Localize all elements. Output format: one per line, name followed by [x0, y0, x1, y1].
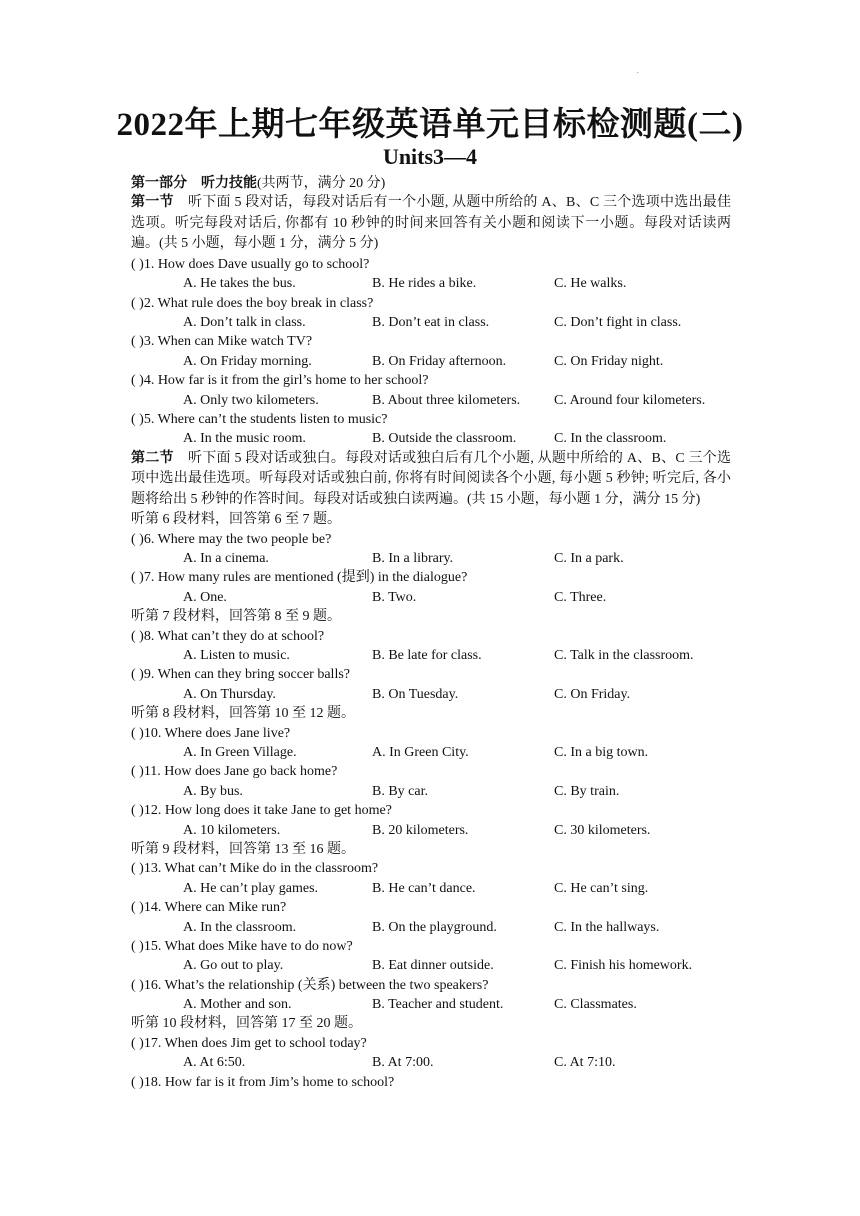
question-item[interactable]: ( )15. What does Mike have to do now?	[131, 938, 353, 954]
question-item[interactable]: ( )4. How far is it from the girl’s home to her school?	[131, 373, 429, 389]
options-row	[131, 429, 731, 448]
option-b[interactable]: B. About three kilometers.	[372, 392, 521, 408]
question-item[interactable]: ( )16. What’s the relationship (关系) between the two speakers?	[131, 977, 489, 993]
option-a[interactable]: A. Mother and son.	[183, 997, 292, 1013]
option-b[interactable]: B. In a library.	[372, 551, 454, 567]
option-c[interactable]: C. Three.	[554, 589, 607, 605]
section1-label: 第一节	[131, 195, 174, 211]
option-b[interactable]: B. On Tuesday.	[372, 686, 459, 702]
option-c[interactable]: C. In a big town.	[554, 744, 649, 760]
option-a[interactable]: A. Go out to play.	[183, 958, 284, 974]
question-item[interactable]: ( )11. How does Jane go back home?	[131, 764, 338, 780]
option-a[interactable]: A. He takes the bus.	[183, 276, 296, 292]
page-subtitle: Units3—4	[382, 144, 478, 169]
options-row	[131, 1053, 731, 1072]
question-item[interactable]: ( )2. What rule does the boy break in class?	[131, 295, 374, 311]
option-b[interactable]: B. He rides a bike.	[372, 276, 477, 292]
section1-question-list	[131, 255, 731, 449]
part1-heading-label: 第一部分 听力技能	[131, 176, 257, 191]
option-a[interactable]: A. In Green Village.	[183, 744, 297, 760]
option-b[interactable]: B. Don’t eat in class.	[372, 315, 490, 331]
question-item[interactable]: ( )18. How far is it from Jim’s home to school?	[131, 1074, 395, 1090]
section2-label: 第二节	[131, 450, 174, 466]
option-a[interactable]: A. In a cinema.	[183, 551, 269, 567]
question-item[interactable]: ( )8. What can’t they do at school?	[131, 628, 325, 644]
option-a[interactable]: A. Only two kilometers.	[183, 392, 319, 408]
question-item[interactable]: ( )1. How does Dave usually go to school?	[131, 256, 370, 272]
part1-heading-note: (共两节，满分 20 分)	[257, 176, 386, 191]
question-item[interactable]: ( )3. When can Mike watch TV?	[131, 334, 313, 350]
option-b[interactable]: B. Outside the classroom.	[372, 431, 517, 447]
option-a[interactable]: A. On Friday morning.	[183, 353, 312, 369]
option-a[interactable]: A. Don’t talk in class.	[183, 315, 306, 331]
question-item[interactable]: ( )6. Where may the two people be?	[131, 531, 332, 547]
option-c[interactable]: C. Around four kilometers.	[554, 392, 706, 408]
page-dot: ·	[636, 68, 640, 79]
option-a[interactable]: A. At 6:50.	[183, 1055, 246, 1071]
exam-content	[131, 174, 731, 1092]
option-b[interactable]: B. At 7:00.	[372, 1055, 434, 1071]
part1-heading	[131, 174, 731, 193]
option-b[interactable]: B. Eat dinner outside.	[372, 958, 494, 974]
section2-groups	[131, 510, 731, 1072]
option-c[interactable]: C. Finish his homework.	[554, 958, 693, 974]
option-c[interactable]: C. On Friday night.	[554, 353, 664, 369]
options-row	[131, 685, 731, 704]
options-row	[131, 352, 731, 371]
material-intro: 听第 6 段材料，回答第 6 至 7 题。	[131, 512, 341, 528]
options-row	[131, 821, 731, 840]
option-c[interactable]: C. At 7:10.	[554, 1055, 616, 1071]
question-item[interactable]: ( )5. Where can’t the students listen to music?	[131, 412, 388, 428]
option-c[interactable]: C. In the classroom.	[554, 431, 667, 447]
option-c[interactable]: C. Talk in the classroom.	[554, 648, 694, 664]
page-title: 2022年上期七年级英语单元目标检测题(二)	[116, 107, 744, 143]
material-intro: 听第 9 段材料，回答第 13 至 16 题。	[131, 841, 355, 857]
option-a[interactable]: A. In the music room.	[183, 431, 306, 447]
option-a[interactable]: A. In the classroom.	[183, 919, 297, 935]
option-c[interactable]: C. On Friday.	[554, 686, 631, 702]
option-a[interactable]: A. He can’t play games.	[183, 880, 319, 896]
option-b[interactable]: B. Be late for class.	[372, 648, 482, 664]
options-row	[131, 274, 731, 293]
option-c[interactable]: C. 30 kilometers.	[554, 822, 651, 838]
material-intro: 听第 8 段材料，回答第 10 至 12 题。	[131, 706, 355, 722]
options-row	[131, 549, 731, 568]
option-a[interactable]: A. By bus.	[183, 783, 243, 799]
options-row	[131, 743, 731, 762]
option-b[interactable]: B. By car.	[372, 783, 428, 799]
options-row	[131, 956, 731, 975]
options-row	[131, 313, 731, 332]
option-b[interactable]: B. On Friday afternoon.	[372, 353, 507, 369]
option-a[interactable]: A. On Thursday.	[183, 686, 276, 702]
option-b[interactable]: B. He can’t dance.	[372, 880, 476, 896]
option-b[interactable]: B. Teacher and student.	[372, 997, 504, 1013]
option-a[interactable]: A. Listen to music.	[183, 648, 290, 664]
option-a[interactable]: A. One.	[183, 589, 227, 605]
section1-text: 听下面 5 段对话，每段对话后有一个小题, 从题中所给的 A、B、C 三个选项中选出最佳选项。听完每段对话后, 你都有 10 秒钟的时间来回答有关小题和阅读下一小题。每段对话读两遍。(共 5 小题，每小题 1 分，满分 5 分)	[131, 195, 731, 252]
option-b[interactable]: B. 20 kilometers.	[372, 822, 469, 838]
options-row	[131, 879, 731, 898]
option-a[interactable]: A. 10 kilometers.	[183, 822, 281, 838]
question-item[interactable]: ( )13. What can’t Mike do in the classroom?	[131, 861, 379, 877]
section2-text: 听下面 5 段对话或独白。每段对话或独白后有几个小题, 从题中所给的 A、B、C 三个选项中选出最佳选项。听每段对话或独白前, 你将有时间阅读各个小题, 每小题 5 秒钟; 听完后, 各小题将给出 5 秒钟的作答时间。每段对话或独白读两遍。(共 15 小题，每小题 1 分，满分 15 分)	[131, 450, 731, 507]
options-row	[131, 588, 731, 607]
section1-instructions	[131, 193, 731, 255]
options-row	[131, 995, 731, 1014]
option-b[interactable]: B. On the playground.	[372, 919, 497, 935]
option-b[interactable]: A. In Green City.	[372, 744, 469, 760]
option-c[interactable]: C. In the hallways.	[554, 919, 660, 935]
question-item[interactable]: ( )9. When can they bring soccer balls?	[131, 667, 350, 683]
option-c[interactable]: C. By train.	[554, 783, 620, 799]
question-item[interactable]: ( )14. Where can Mike run?	[131, 900, 287, 916]
option-c[interactable]: C. Classmates.	[554, 997, 637, 1013]
options-row	[131, 782, 731, 801]
material-intro: 听第 7 段材料，回答第 8 至 9 题。	[131, 609, 341, 625]
section2-instructions	[131, 449, 731, 511]
option-c[interactable]: C. He can’t sing.	[554, 880, 649, 896]
option-b[interactable]: B. Two.	[372, 589, 417, 605]
option-c[interactable]: C. In a park.	[554, 551, 624, 567]
option-c[interactable]: C. Don’t fight in class.	[554, 315, 682, 331]
options-row	[131, 646, 731, 665]
question-item[interactable]: ( )17. When does Jim get to school today?	[131, 1035, 367, 1051]
material-intro: 听第 10 段材料，回答第 17 至 20 题。	[131, 1016, 362, 1032]
question-item[interactable]: ( )12. How long does it take Jane to get home?	[131, 803, 392, 819]
option-c[interactable]: C. He walks.	[554, 276, 627, 292]
options-row	[131, 391, 731, 410]
question-item[interactable]: ( )10. Where does Jane live?	[131, 725, 291, 741]
options-row	[131, 918, 731, 937]
question-item[interactable]: ( )7. How many rules are mentioned (提到) in the dialogue?	[131, 570, 468, 586]
